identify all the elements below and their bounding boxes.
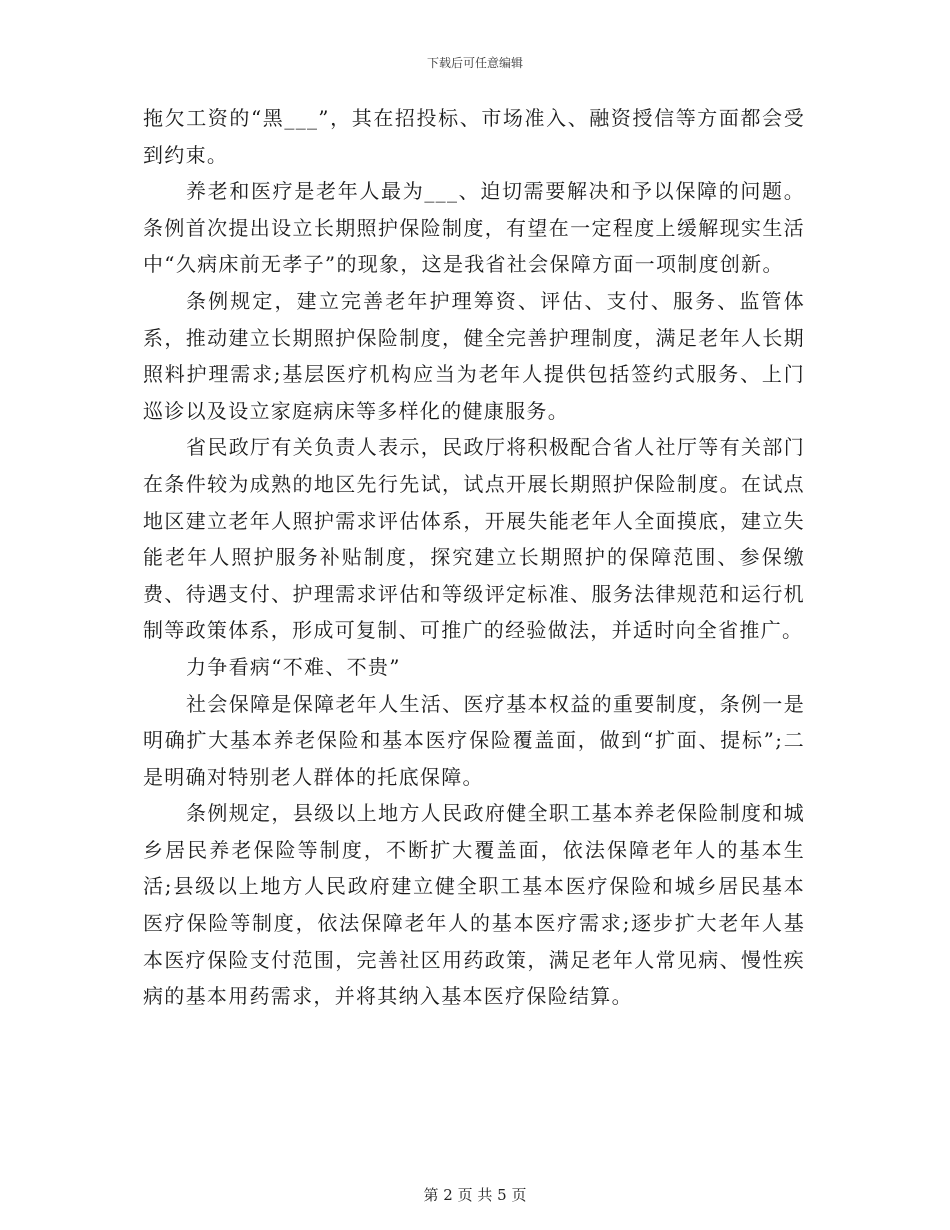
page-header-note: 下载后可任意编辑: [426, 56, 523, 70]
paragraph-2: 养老和医疗是老年人最为___、迫切需要解决和予以保障的问题。条例首次提出设立长期照护保险制度，有望在一定程度上缓解现实生活中“久病床前无孝子”的现象，这是我省社会保障方面一项制度创新。: [143, 179, 805, 277]
document-body: [143, 100, 805, 1015]
page-number: 第 2 页 共 5 页: [423, 1186, 527, 1204]
paragraph-3: 条例规定，建立完善老年护理筹资、评估、支付、服务、监管体系，推动建立长期照护保险制度，健全完善护理制度，满足老年人长期照料护理需求;基层医疗机构应当为老年人提供包括签约式服务、上门巡诊以及设立家庭病床等多样化的健康服务。: [143, 288, 805, 423]
section-heading: 力争看病“不难、不贵”: [186, 654, 401, 679]
paragraph-6: 条例规定，县级以上地方人民政府健全职工基本养老保险制度和城乡居民养老保险等制度，不断扩大覆盖面，依法保障老年人的基本生活;县级以上地方人民政府建立健全职工基本医疗保险和城乡居民基本医疗保险等制度，依法保障老年人的基本医疗需求;逐步扩大老年人基本医疗保险支付范围，完善社区用药政策，满足老年人常见病、慢性疾病的基本用药需求，并将其纳入基本医疗保险结算。: [143, 801, 805, 1009]
paragraph-1: 拖欠工资的“黑___”，其在招投标、市场准入、融资授信等方面都会受到约束。: [143, 106, 805, 167]
paragraph-5: 社会保障是保障老年人生活、医疗基本权益的重要制度，条例一是明确扩大基本养老保险和基本医疗保险覆盖面，做到“扩面、提标”;二是明确对特别老人群体的托底保障。: [143, 691, 805, 789]
paragraph-4: 省民政厅有关负责人表示，民政厅将积极配合省人社厅等有关部门在条件较为成熟的地区先行先试，试点开展长期照护保险制度。在试点地区建立老年人照护需求评估体系，开展失能老年人全面摸底，建立失能老年人照护服务补贴制度，探究建立长期照护的保障范围、参保缴费、待遇支付、护理需求评估和等级评定标准、服务法律规范和运行机制等政策体系，形成可复制、可推广的经验做法，并适时向全省推广。: [143, 435, 805, 643]
